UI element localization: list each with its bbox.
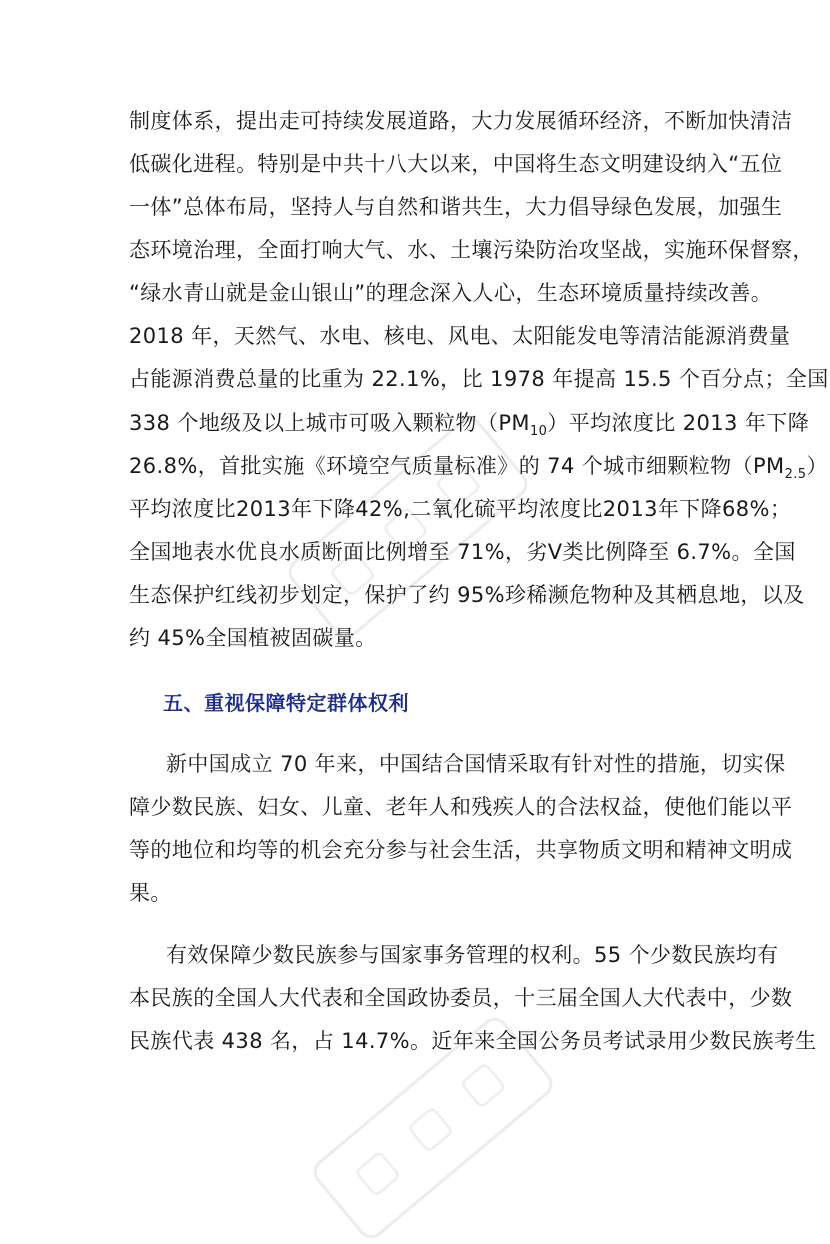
paragraph-line: 障少数民族、妇女、儿童、老年人和残疾人的合法权益，使他们能以平	[129, 795, 793, 819]
paragraph-line: 低碳化进程。特别是中共十八大以来，中国将生态文明建设纳入“五位	[129, 152, 783, 176]
subscript: 10	[529, 424, 548, 440]
paragraph-line: 一体”总体布局，坚持人与自然和谐共生，大力倡导绿色发展，加强生	[129, 195, 783, 219]
paragraph-line: 生态保护红线初步划定，保护了约 95%珍稀濒危物种及其栖息地，以及	[129, 583, 805, 607]
paragraph-line: 制度体系，提出走可持续发展道路，大力发展循环经济，不断加快清洁	[129, 109, 793, 133]
subscript: 2.5	[784, 467, 807, 483]
paragraph-line	[129, 452, 828, 489]
paragraph-line	[129, 409, 810, 446]
paragraph-line: 新中国成立 70 年来，中国结合国情采取有针对性的措施，切实保	[166, 752, 786, 776]
paragraph-line: 平均浓度比2013年下降42%,二氧化硫平均浓度比2013年下降68%；	[129, 497, 792, 521]
text-span: ）平均浓度比 2013 年下降	[547, 411, 810, 435]
paragraph-line: 全国地表水优良水质断面比例增至 71%，劣Ⅴ类比例降至 6.7%。全国	[129, 540, 796, 564]
text-span: 338 个地级及以上城市可吸入颗粒物（PM	[129, 411, 530, 435]
paragraph-line: 等的地位和均等的机会充分参与社会生活，共享物质文明和精神文明成	[129, 838, 793, 862]
paragraph-line: 民族代表 438 名，占 14.7%。近年来全国公务员考试录用少数民族考生	[129, 1029, 817, 1053]
paragraph-line: 本民族的全国人大代表和全国政协委员，十三届全国人大代表中，少数	[129, 986, 793, 1010]
watermark-glyph: ▢ ▢ ▢	[343, 1046, 519, 1205]
paragraph-line: 有效保障少数民族参与国家事务管理的权利。55 个少数民族均有	[166, 943, 779, 967]
section-heading: 五、重视保障特定群体权利	[163, 691, 409, 715]
paragraph-line: 2018 年，天然气、水电、核电、风电、太阳能发电等清洁能源消费量	[129, 324, 791, 348]
paragraph-line: 态环境治理，全面打响大气、水、土壤污染防治攻坚战，实施环保督察，	[129, 238, 814, 262]
text-span: 26.8%，首批实施《环境空气质量标准》的 74 个城市细颗粒物（PM	[129, 454, 785, 478]
paragraph-line: 约 45%全国植被固碳量。	[129, 626, 377, 650]
watermark-stamp	[283, 412, 533, 644]
watermark-glyph: ▢ ▢ ▢	[318, 446, 494, 605]
paragraph-line: 果。	[129, 881, 172, 905]
paragraph-line: 占能源消费总量的比重为 22.1%，比 1978 年提高 15.5 个百分点；全国	[129, 367, 829, 391]
paragraph-line: “绿水青山就是金山银山”的理念深入人心，生态环境质量持续改善。	[129, 281, 773, 305]
text-span: ）	[806, 454, 828, 478]
